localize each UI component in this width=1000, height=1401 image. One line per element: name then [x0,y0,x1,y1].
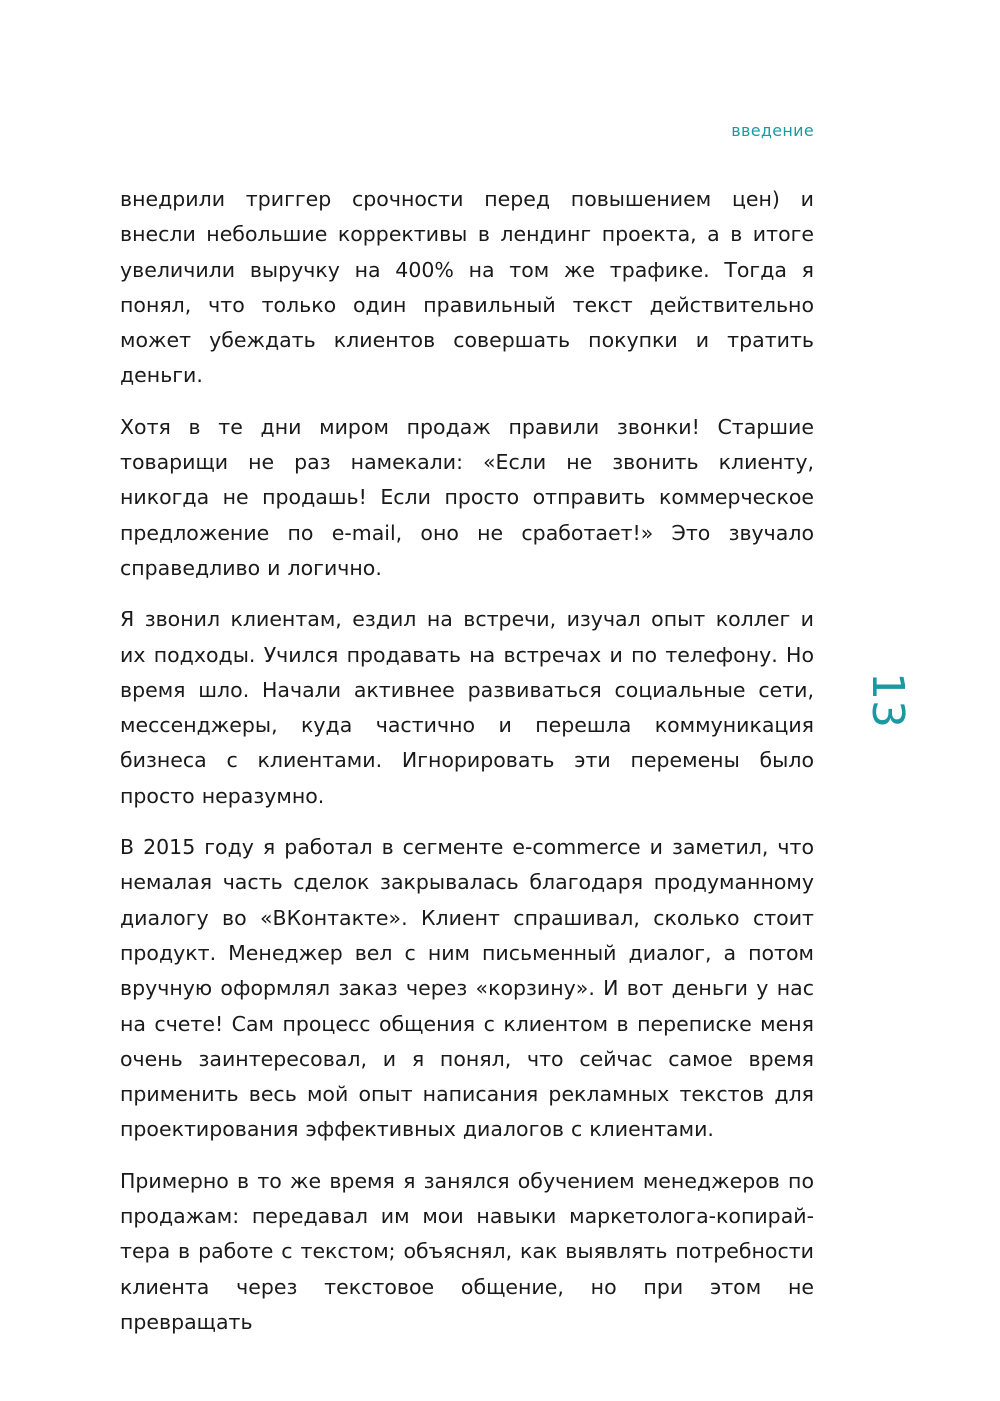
paragraph: Хотя в те дни миром продаж правили звонки! Старшие товарищи не раз намекали: «Если не звонить клиенту, никогда не продашь! Если просто отправить коммерческое предложение по e-mail, оно не сработает!» Это звучало справедливо и логично. [120,414,814,580]
paragraph: Я звонил клиентам, ездил на встречи, изучал опыт коллег и их подходы. Учился продавать на встречах и по телефону. Но время шло. Начали активнее развиваться социальные сети, мессенджеры, куда частично и перешла коммуникация бизнеса с клиентами. Игнорировать эти перемены было просто неразумно. [120,607,814,808]
page-number: 13 [862,672,913,728]
paragraph: внедрили триггер срочности перед повышением цен) и внесли небольшие коррективы в лендинг проекта, а в итоге увеличили выручку на 400% на том же трафике. Тогда я понял, что только один правильный текст действительно может убеждать клиентов совершать покупки и тратить деньги. [120,187,814,388]
body-text [120,182,814,1340]
paragraph: Примерно в то же время я занялся обучением менеджеров по продажам: передавал им мои навыки маркетолога-копирайтера в работе с текстом; объяснял, как выявлять потребности клиента через текстовое общение, но при этом не превращать [120,1168,814,1334]
paragraph: В 2015 году я работал в сегменте e-commerce и заметил, что немалая часть сделок закрывалась благодаря продуманному диалогу во «ВКонтакте». Клиент спрашивал, сколько стоит продукт. Менеджер вел с ним письменный диалог, а потом вручную оформлял заказ через «корзину». И вот деньги у нас на счете! Сам процесс общения с клиентом в переписке меня очень заинтересовал, и я понял, что сейчас самое время применить весь мой опыт написания рекламных текстов для проектирования эффективных диалогов с клиентами. [120,835,814,1142]
running-head: введение [731,121,814,140]
